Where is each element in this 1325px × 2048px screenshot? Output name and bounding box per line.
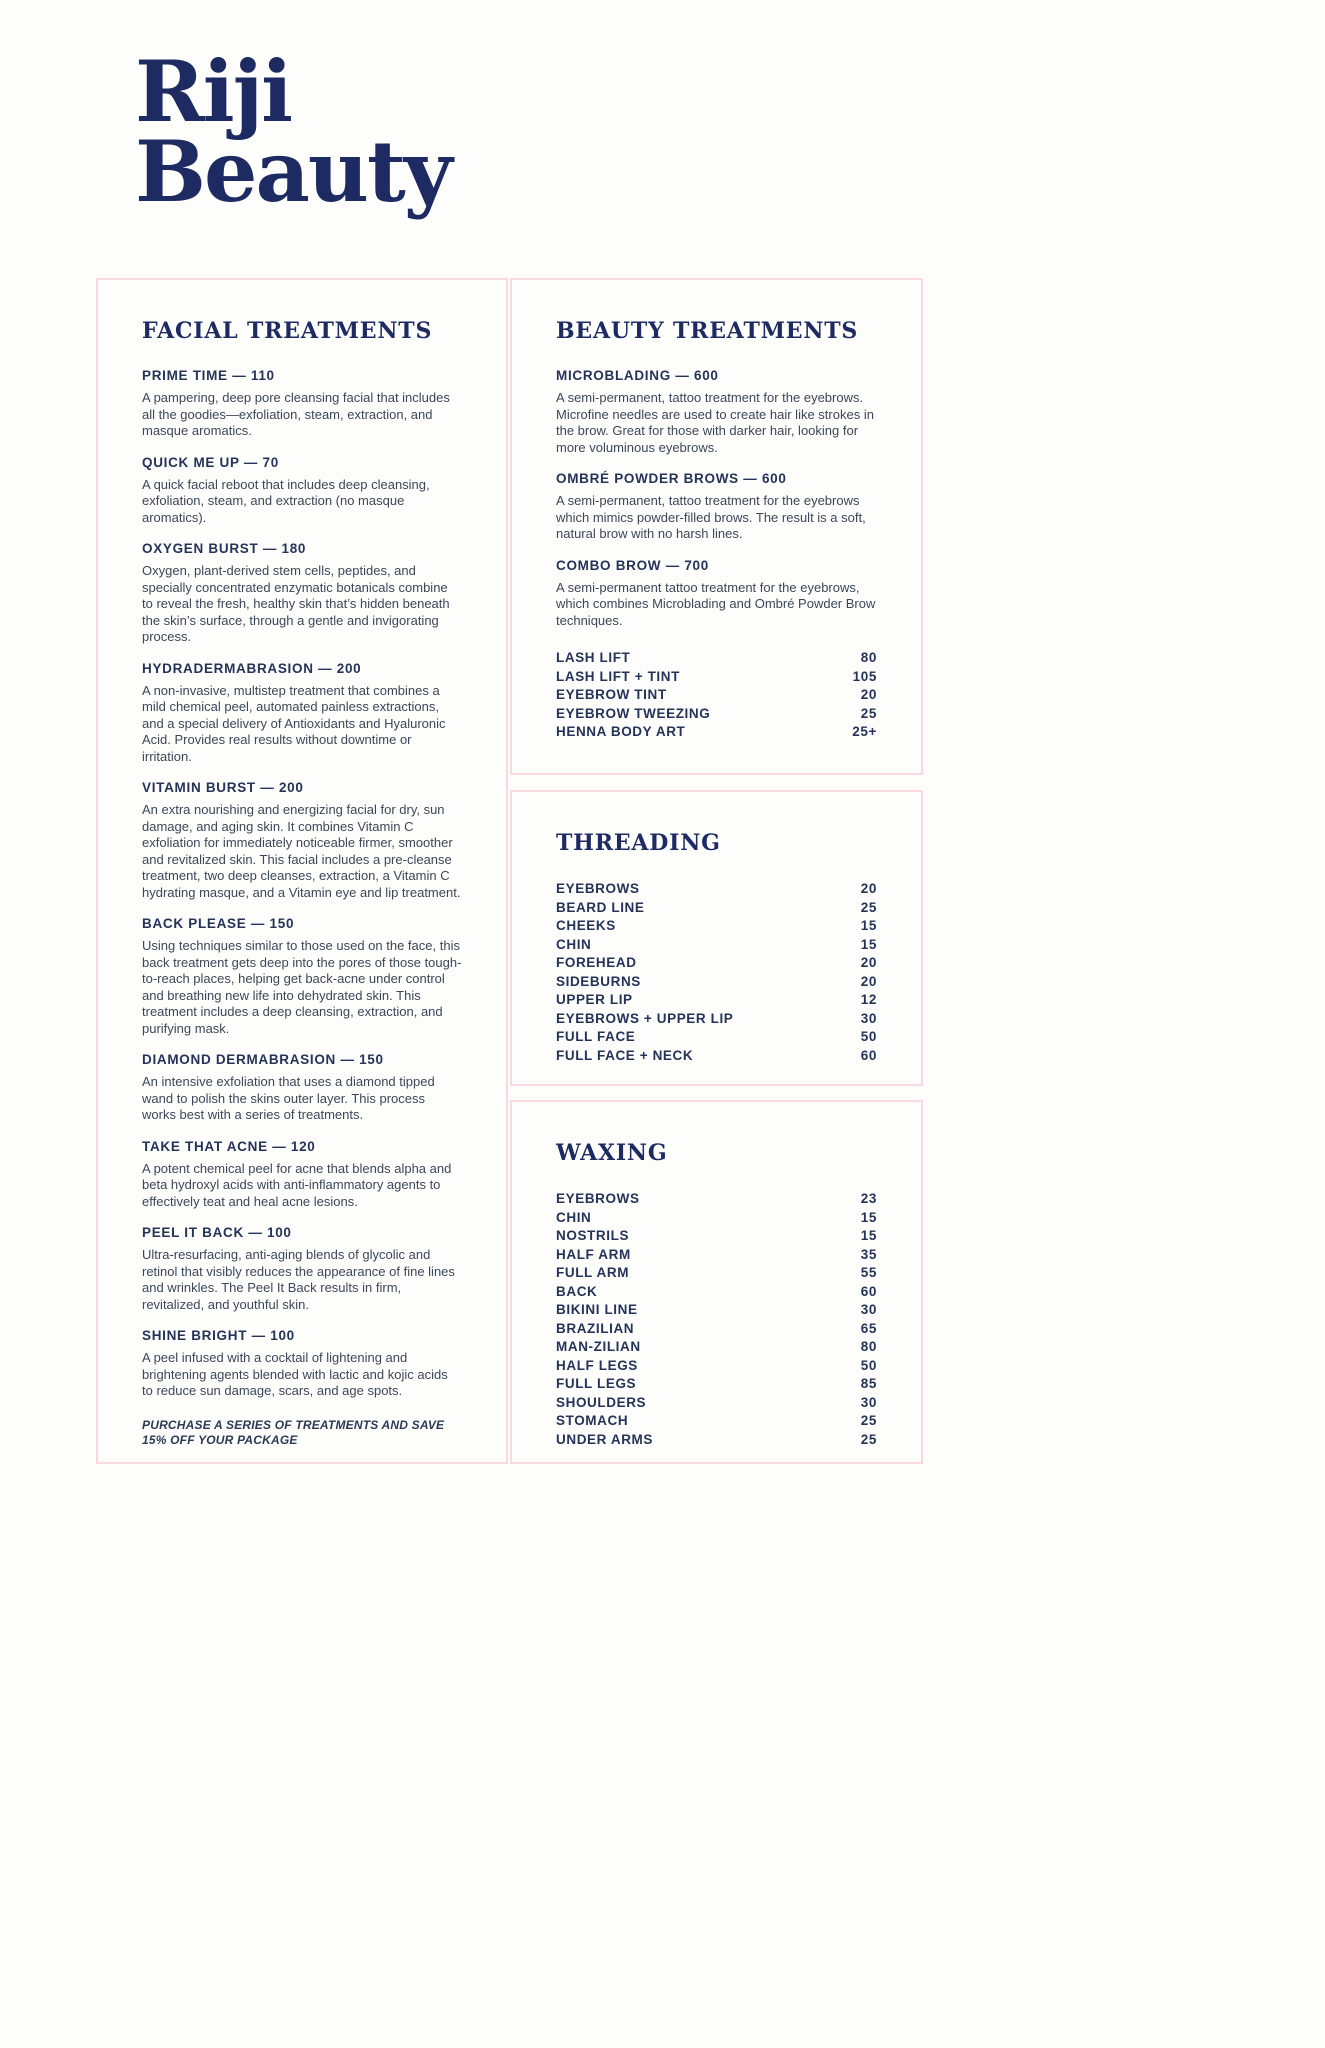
item-title: DIAMOND DERMABRASION — 150	[142, 1052, 384, 1067]
item-title: BACK PLEASE — 150	[142, 916, 295, 931]
series-discount-footnote: PURCHASE A SERIES OF TREATMENTS AND SAVE 15% OFF YOUR PACKAGE	[142, 1417, 445, 1447]
item-desc: A peel infused with a cocktail of lightening and brightening agents blended with lactic and kojic acids to reduce sun damage, scars, and age spots.	[142, 1350, 448, 1398]
price-row	[556, 1209, 877, 1228]
waxing-price-list	[556, 1190, 877, 1449]
brand-logo	[135, 42, 451, 221]
price-label: HALF LEGS	[556, 1357, 638, 1373]
price-row	[556, 649, 877, 668]
menu-item	[142, 368, 462, 440]
price-label: FULL FACE + NECK	[556, 1047, 694, 1063]
menu-item	[556, 471, 877, 543]
price-value: 50	[860, 1029, 877, 1044]
price-value: 60	[860, 1047, 877, 1063]
threading-section	[510, 790, 923, 1086]
price-label: CHIN	[556, 1209, 592, 1225]
price-row	[556, 991, 877, 1010]
price-value: 80	[860, 1339, 877, 1354]
item-desc: Oxygen, plant-derived stem cells, peptides, and specially concentrated enzymatic botanicals combine to reveal the fresh, healthy skin that’s hidden beneath the skin’s surface, through a gentle and invigorating process.	[142, 563, 450, 644]
price-value: 20	[860, 973, 877, 989]
item-desc: A semi-permanent, tattoo treatment for the eyebrows. Microfine needles are used to create hair like strokes in the brow. Great for those with darker hair, looking for more voluminous eyebrows.	[556, 390, 874, 455]
price-value: 25+	[852, 724, 877, 739]
price-label: BEARD LINE	[556, 899, 645, 915]
menu-item	[142, 1328, 462, 1400]
price-label: BIKINI LINE	[556, 1302, 638, 1317]
price-value: 30	[860, 1010, 877, 1026]
menu-item	[142, 916, 462, 1037]
logo-line-1: Riji	[135, 42, 292, 141]
price-value: 25	[860, 899, 877, 915]
menu-item	[142, 1225, 462, 1313]
item-title: PEEL IT BACK — 100	[142, 1225, 292, 1240]
item-desc: A non-invasive, multistep treatment that combines a mild chemical peel, automated painless extractions, and a special delivery of Antioxidants and Hyaluronic Acid. Provides real results without downtime or irritation.	[142, 682, 446, 764]
item-desc: An extra nourishing and energizing facial for dry, sun damage, and aging skin. It combines Vitamin C exfoliation for immediately noticeable firmer, smoother and revitalized skin. This facial includes a pre-cleanse treatment, two deep cleanses, extraction, a Vitamin C hydrating masque, and a Vitamin eye and lip treatment.	[142, 802, 461, 900]
item-title: SHINE BRIGHT — 100	[142, 1328, 295, 1343]
beauty-price-list	[556, 649, 877, 742]
price-row	[556, 1190, 877, 1209]
price-label: LASH LIFT + TINT	[556, 668, 680, 684]
item-desc: An intensive exfoliation that uses a diamond tipped wand to polish the skins outer layer. This process works best with a series of treatments.	[142, 1074, 435, 1122]
item-desc: A pampering, deep pore cleansing facial that includes all the goodies—exfoliation, steam, extraction, and masque aromatics.	[142, 390, 450, 438]
price-label: EYEBROW TWEEZING	[556, 705, 711, 721]
price-row	[556, 954, 877, 973]
price-row	[556, 899, 877, 918]
item-desc: Using techniques similar to those used on the face, this back treatment gets deep into the pores of those tough-to-reach places, helping get back-acne under control and breathing new life into dehydrated skin. This treatment includes a deep cleansing, extraction, and purifying mask.	[142, 938, 462, 1036]
price-value: 25	[860, 1431, 877, 1447]
menu-item	[556, 368, 877, 456]
price-row	[556, 917, 877, 936]
price-label: FOREHEAD	[556, 955, 637, 970]
price-label: FULL FACE	[556, 1029, 636, 1044]
item-desc: A semi-permanent, tattoo treatment for the eyebrows which mimics powder-filled brows. The result is a soft, natural brow with no harsh lines.	[556, 493, 866, 541]
price-value: 15	[860, 1209, 877, 1225]
item-title: OMBRÉ POWDER BROWS — 600	[556, 471, 787, 486]
price-row	[556, 936, 877, 955]
menu-item	[142, 1139, 462, 1211]
price-value: 20	[860, 687, 877, 702]
threading-section-title: THREADING	[556, 830, 721, 856]
price-label: FULL ARM	[556, 1265, 630, 1280]
price-value: 30	[860, 1302, 877, 1317]
price-row	[556, 1320, 877, 1339]
price-label: UPPER LIP	[556, 992, 633, 1007]
price-label: BACK	[556, 1283, 598, 1299]
price-label: EYEBROWS	[556, 1191, 640, 1206]
price-row	[556, 1283, 877, 1302]
item-title: VITAMIN BURST — 200	[142, 780, 304, 795]
price-label: EYEBROWS	[556, 881, 640, 896]
price-row	[556, 705, 877, 724]
price-row	[556, 668, 877, 687]
price-label: SHOULDERS	[556, 1394, 647, 1410]
price-label: NOSTRILS	[556, 1228, 630, 1243]
facial-treatments-section	[96, 278, 508, 1464]
price-label: CHIN	[556, 936, 592, 952]
price-row	[556, 1264, 877, 1283]
price-label: LASH LIFT	[556, 650, 631, 665]
price-row	[556, 686, 877, 705]
price-row	[556, 723, 877, 742]
facial-section-title: FACIAL TREATMENTS	[142, 318, 433, 344]
menu-item	[142, 661, 462, 766]
price-value: 15	[860, 1228, 877, 1243]
price-row	[556, 1357, 877, 1376]
item-desc: Ultra-resurfacing, anti-aging blends of glycolic and retinol that visibly reduces the appearance of fine lines and wrinkles. The Peel It Back results in firm, revitalized, and youthful skin.	[142, 1247, 455, 1312]
price-label: HALF ARM	[556, 1246, 631, 1262]
price-label: BRAZILIAN	[556, 1320, 635, 1336]
price-value: 25	[860, 705, 877, 721]
waxing-section	[510, 1100, 923, 1464]
price-value: 60	[860, 1283, 877, 1299]
beauty-section-title: BEAUTY TREATMENTS	[556, 318, 859, 344]
price-value: 65	[860, 1320, 877, 1336]
waxing-section-title: WAXING	[556, 1140, 668, 1166]
price-row	[556, 1246, 877, 1265]
logo-line-2: Beauty	[135, 122, 451, 221]
price-value: 20	[860, 955, 877, 970]
price-row	[556, 1227, 877, 1246]
price-value: 80	[860, 650, 877, 665]
item-title: PRIME TIME — 110	[142, 368, 275, 383]
price-value: 12	[860, 992, 877, 1007]
price-row	[556, 880, 877, 899]
price-value: 15	[860, 918, 877, 933]
menu-item	[142, 541, 462, 646]
price-row	[556, 1431, 877, 1450]
price-row	[556, 1412, 877, 1431]
price-value: 23	[860, 1191, 877, 1206]
price-row	[556, 1375, 877, 1394]
beauty-treatments-section	[510, 278, 923, 775]
price-label: EYEBROW TINT	[556, 687, 667, 702]
price-row	[556, 973, 877, 992]
threading-price-list	[556, 880, 877, 1065]
price-value: 20	[860, 881, 877, 896]
price-label: HENNA BODY ART	[556, 724, 686, 739]
price-row	[556, 1301, 877, 1320]
price-label: STOMACH	[556, 1413, 629, 1428]
price-row	[556, 1394, 877, 1413]
item-title: COMBO BROW — 700	[556, 557, 709, 573]
price-label: UNDER ARMS	[556, 1431, 653, 1447]
menu-item	[142, 455, 462, 527]
price-row	[556, 1047, 877, 1066]
item-desc: A quick facial reboot that includes deep cleansing, exfoliation, steam, and extraction (no masque aromatics).	[142, 476, 430, 525]
price-label: MAN-ZILIAN	[556, 1339, 641, 1354]
price-value: 105	[852, 668, 877, 684]
price-row	[556, 1028, 877, 1047]
menu-item	[142, 1052, 462, 1124]
price-value: 15	[860, 936, 877, 952]
item-desc: A semi-permanent tattoo treatment for the eyebrows, which combines Microblading and Ombré Powder Brow techniques.	[556, 579, 876, 628]
item-title: OXYGEN BURST — 180	[142, 541, 307, 556]
price-value: 55	[860, 1265, 877, 1280]
menu-item	[142, 780, 462, 901]
price-row	[556, 1338, 877, 1357]
price-value: 25	[860, 1413, 877, 1428]
price-label: FULL LEGS	[556, 1376, 637, 1391]
price-value: 50	[860, 1357, 877, 1373]
price-label: CHEEKS	[556, 918, 616, 933]
item-title: MICROBLADING — 600	[556, 368, 719, 383]
price-value: 35	[860, 1246, 877, 1262]
item-title: HYDRADERMABRASION — 200	[142, 660, 362, 676]
item-title: TAKE THAT ACNE — 120	[142, 1138, 316, 1154]
price-value: 30	[860, 1394, 877, 1410]
price-label: EYEBROWS + UPPER LIP	[556, 1010, 734, 1026]
menu-item	[556, 558, 877, 630]
price-value: 85	[860, 1376, 877, 1391]
price-label: SIDEBURNS	[556, 973, 641, 989]
price-row	[556, 1010, 877, 1029]
item-title: QUICK ME UP — 70	[142, 454, 279, 470]
item-desc: A potent chemical peel for acne that blends alpha and beta hydroxyl acids with anti-inflammatory agents to effectively teat and heal acne lesions.	[142, 1160, 452, 1209]
